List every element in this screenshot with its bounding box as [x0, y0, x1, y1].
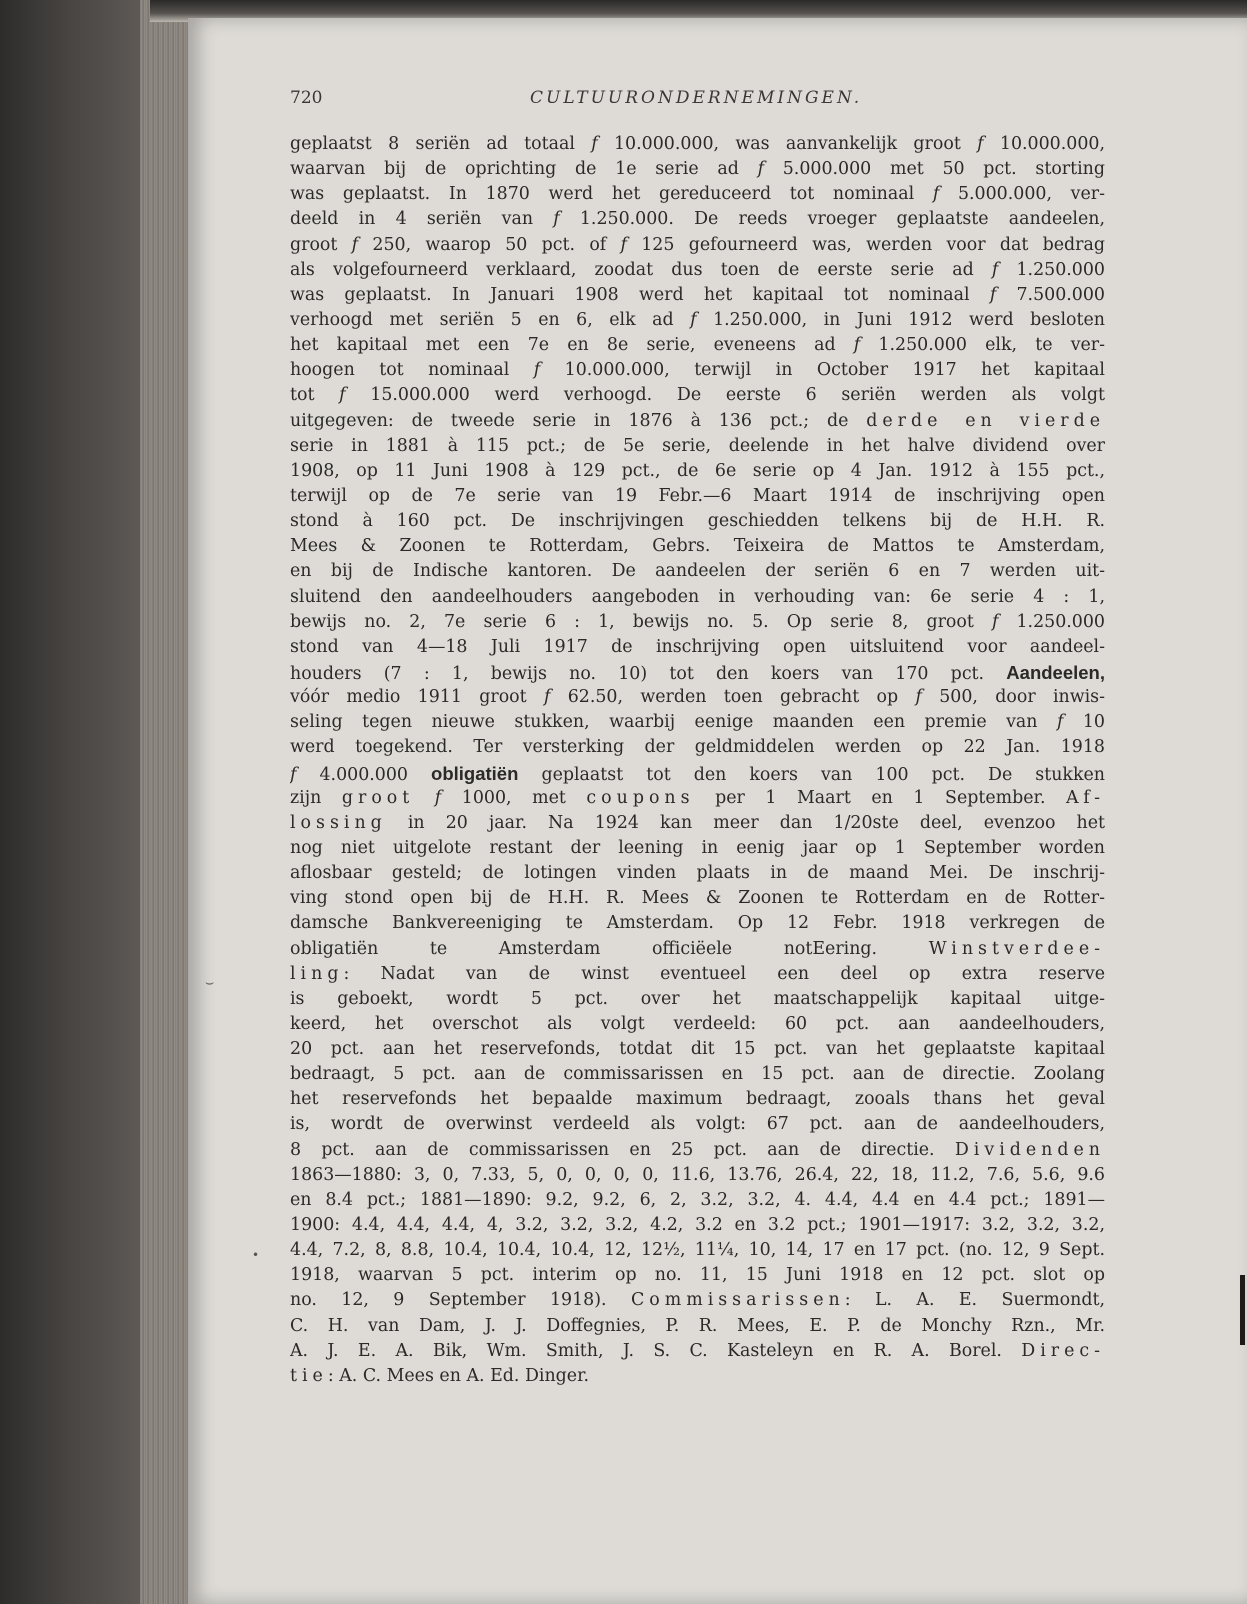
text-line: waarvan bij de oprichting de 1e serie ad f 5.000.000 met 50 pct. storting	[290, 159, 1105, 180]
text-line: als volgefourneerd verklaard, zoodat dus toen de eerste serie ad f 1.250.000	[290, 259, 1105, 280]
text-line: deeld in 4 seriën van f 1.250.000. De reeds vroeger geplaatste aandeelen,	[290, 209, 1105, 230]
text-line: no. 12, 9 September 1918). Commissarissen: L. A. E. Suermondt,	[290, 1290, 1105, 1311]
text-line: lossing in 20 jaar. Na 1924 kan meer dan 1/20ste deel, evenzoo het	[290, 812, 1105, 833]
text-line: ling: Nadat van de winst eventueel een deel op extra reserve	[290, 963, 1105, 984]
text-line: tot f 15.000.000 werd verhoogd. De eerste 6 seriën werden als volgt	[290, 385, 1105, 406]
text-line: seling tegen nieuwe stukken, waarbij eenige maanden een premie van f 10	[290, 712, 1105, 733]
text-line: 8 pct. aan de commissarissen en 25 pct. aan de directie. Dividenden	[290, 1139, 1105, 1160]
text-line: keerd, het overschot als volgt verdeeld: 60 pct. aan aandeelhouders,	[290, 1013, 1105, 1034]
text-line: nog niet uitgelote restant der leening in eenig jaar op 1 September worden	[290, 837, 1105, 858]
text-line: en 8.4 pct.; 1881—1890: 9.2, 9.2, 6, 2, 3.2, 3.2, 4. 4.4, 4.4 en 4.4 pct.; 1891—	[290, 1189, 1105, 1210]
text-line: werd toegekend. Ter versterking der geldmiddelen werden op 22 Jan. 1918	[290, 737, 1105, 758]
text-line-last: tie: A. C. Mees en A. Ed. Dinger.	[290, 1365, 590, 1386]
body-text	[290, 132, 1105, 1389]
heading-aandeelen: Aandeelen,	[1006, 661, 1105, 683]
text-line: 1863—1880: 3, 0, 7.33, 5, 0, 0, 0, 0, 11.6, 13.76, 26.4, 22, 18, 11.2, 7.6, 5.6, 9.6	[290, 1164, 1105, 1185]
text-line: damsche Bankvereeniging te Amsterdam. Op 12 Febr. 1918 verkregen de	[290, 913, 1105, 934]
page-header	[290, 88, 1090, 114]
heading-obligatien: obligatiën	[431, 762, 519, 784]
text-line: sluitend den aandeelhouders aangeboden in verhouding van: 6e serie 4 : 1,	[290, 586, 1105, 607]
text-line: zijn groot f 1000, met coupons per 1 Maart en 1 September. Af-	[290, 787, 1105, 808]
text-line: 1918, waarvan 5 pct. interim op no. 11, 15 Juni 1918 en 12 pct. slot op	[290, 1265, 1105, 1286]
running-title: CULTUURONDERNEMINGEN.	[530, 88, 863, 108]
text-line: bewijs no. 2, 7e serie 6 : 1, bewijs no. 5. Op serie 8, groot f 1.250.000	[290, 611, 1105, 632]
page-number: 720	[290, 88, 323, 108]
margin-dot: •	[252, 1248, 260, 1262]
text-line: Mees & Zoonen te Rotterdam, Gebrs. Teixeira de Mattos te Amsterdam,	[290, 536, 1105, 557]
text-line: serie in 1881 à 115 pct.; de 5e serie, deelende in het halve dividend over	[290, 435, 1105, 456]
text-line: 20 pct. aan het reservefonds, totdat dit 15 pct. van het geplaatste kapitaal	[290, 1039, 1105, 1060]
text-line: en bij de Indische kantoren. De aandeelen der seriën 6 en 7 werden uit-	[290, 561, 1105, 582]
text-line: 4.4, 7.2, 8, 8.8, 10.4, 10.4, 10.4, 12, 12½, 11¼, 10, 14, 17 en 17 pct. (no. 12, 9 Sept.	[290, 1240, 1105, 1261]
text-line: stond van 4—18 Juli 1917 de inschrijving open uitsluitend voor aandeel-	[290, 636, 1105, 657]
text-line: is, wordt de overwinst verdeeld als volgt: 67 pct. aan de aandeelhouders,	[290, 1114, 1105, 1135]
text-line: uitgegeven: de tweede serie in 1876 à 136 pct.; de derde en vierde	[290, 410, 1105, 431]
text-line: stond à 160 pct. De inschrijvingen geschiedden telkens bij de H.H. R.	[290, 511, 1105, 532]
text-line: C. H. van Dam, J. J. Doffegnies, P. R. Mees, E. P. de Monchy Rzn., Mr.	[290, 1315, 1105, 1336]
edge-bar	[1240, 1275, 1245, 1345]
text-line: het reservefonds het bepaalde maximum bedraagt, zooals thans het geval	[290, 1089, 1105, 1110]
text-line: is geboekt, wordt 5 pct. over het maatschappelijk kapitaal uitge-	[290, 988, 1105, 1009]
text-line: verhoogd met seriën 5 en 6, elk ad f 1.250.000, in Juni 1912 werd besloten	[290, 309, 1105, 330]
text-line: hoogen tot nominaal f 10.000.000, terwijl in October 1917 het kapitaal	[290, 360, 1105, 381]
text-line: geplaatst 8 seriën ad totaal f 10.000.000, was aanvankelijk groot f 10.000.000,	[290, 134, 1105, 154]
text-line: was geplaatst. In Januari 1908 werd het kapitaal tot nominaal f 7.500.000	[290, 284, 1105, 305]
margin-mark: ⌣	[205, 975, 215, 991]
text-line: was geplaatst. In 1870 werd het gereduceerd tot nominaal f 5.000.000, ver-	[290, 184, 1105, 205]
text-line: 1908, op 11 Juni 1908 à 129 pct., de 6e serie op 4 Jan. 1912 à 155 pct.,	[290, 460, 1105, 481]
text-line: vóór medio 1911 groot f 62.50, werden toen gebracht op f 500, door inwis-	[290, 687, 1105, 708]
text-line: 1900: 4.4, 4.4, 4.4, 4, 3.2, 3.2, 3.2, 4.2, 3.2 en 3.2 pct.; 1901—1917: 3.2, 3.2, 3.2,	[290, 1215, 1105, 1236]
text-line: terwijl op de 7e serie van 19 Febr.—6 Maart 1914 de inschrijving open	[290, 485, 1105, 506]
text-line: A. J. E. A. Bik, Wm. Smith, J. S. C. Kasteleyn en R. A. Borel. Direc-	[290, 1340, 1105, 1361]
text-line: bedraagt, 5 pct. aan de commissarissen en 15 pct. aan de directie. Zoolang	[290, 1064, 1105, 1085]
text-line: houders (7 : 1, bewijs no. 10) tot den koers van 170 pct. Aandeelen,	[290, 661, 1105, 684]
text-line: het kapitaal met een 7e en 8e serie, eveneens ad f 1.250.000 elk, te ver-	[290, 335, 1105, 356]
text-line: groot f 250, waarop 50 pct. of f 125 gefourneerd was, werden voor dat bedrag	[290, 234, 1105, 255]
text-line: ving stond open bij de H.H. R. Mees & Zoonen te Rotterdam en de Rotter-	[290, 888, 1105, 909]
text-line: aflosbaar gesteld; de lotingen vinden plaats in de maand Mei. De inschrij-	[290, 863, 1105, 884]
text-line: obligatiën te Amsterdam officiëele notEering. Winstverdee-	[290, 938, 1105, 959]
text-line: f 4.000.000 obligatiën geplaatst tot den koers van 100 pct. De stukken	[290, 762, 1105, 785]
